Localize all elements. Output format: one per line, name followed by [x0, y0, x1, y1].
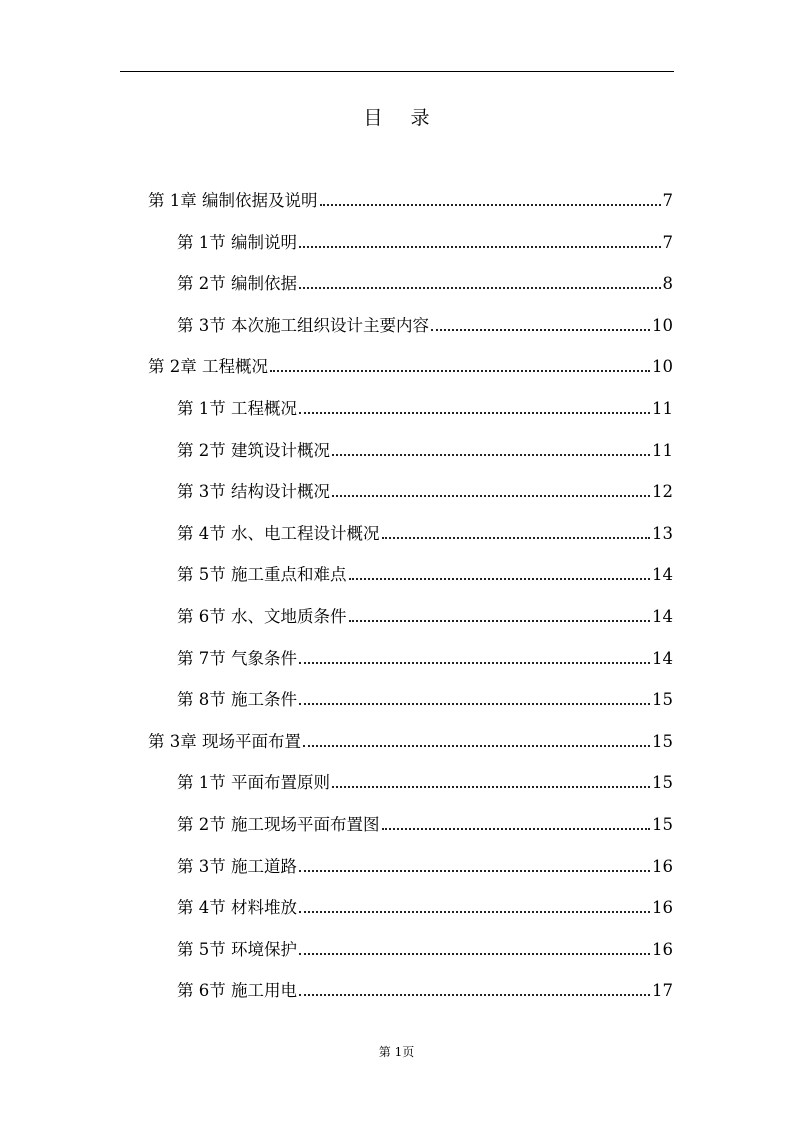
- toc-entry-label: 第 4节 材料堆放: [177, 898, 297, 918]
- toc-dot-leader: [349, 620, 651, 622]
- toc-chapter-entry[interactable]: [148, 354, 673, 378]
- toc-section-entry[interactable]: [177, 937, 673, 961]
- toc-entry-label: 第 2节 编制依据: [177, 274, 297, 294]
- toc-entry-page-number: 11: [652, 399, 673, 418]
- toc-entry-page-number: 8: [662, 274, 673, 294]
- toc-dot-leader: [382, 828, 651, 830]
- toc-dot-leader: [299, 287, 661, 289]
- toc-entry-label: 第 7节 气象条件: [177, 648, 297, 668]
- toc-entry-page-number: 14: [652, 648, 673, 668]
- toc-section-entry[interactable]: [177, 562, 673, 586]
- toc-dot-leader: [303, 745, 650, 747]
- toc-entry-page-number: 12: [652, 482, 673, 502]
- toc-dot-leader: [270, 370, 650, 372]
- toc-entry-page-number: 15: [652, 773, 673, 793]
- toc-entry-label: 第 1节 工程概况: [177, 399, 297, 418]
- toc-section-entry[interactable]: [177, 604, 673, 628]
- toc-entry-label: 第 5节 环境保护: [177, 939, 297, 959]
- toc-dot-leader: [332, 454, 650, 456]
- toc-entry-page-number: 13: [652, 523, 673, 543]
- toc-dot-leader: [299, 412, 650, 414]
- toc-chapter-entry[interactable]: [148, 729, 673, 753]
- toc-section-entry[interactable]: [177, 479, 673, 503]
- toc-entry-label: 第 3章 现场平面布置: [148, 731, 301, 751]
- toc-dot-leader: [299, 953, 650, 955]
- toc-dot-leader: [299, 703, 650, 705]
- toc-dot-leader: [332, 495, 650, 497]
- toc-entry-page-number: 11: [652, 440, 673, 460]
- toc-entry-page-number: 14: [652, 565, 673, 585]
- toc-section-entry[interactable]: [177, 812, 673, 836]
- header-rule: [120, 71, 674, 72]
- toc-entry-label: 第 6节 水、文地质条件: [177, 607, 347, 626]
- toc-section-entry[interactable]: [177, 770, 673, 794]
- toc-entry-label: 第 8节 施工条件: [177, 690, 297, 710]
- toc-dot-leader: [382, 537, 651, 539]
- toc-entry-page-number: 15: [652, 815, 673, 834]
- toc-entry-label: 第 3节 本次施工组织设计主要内容: [177, 315, 429, 335]
- toc-entry-page-number: 10: [652, 315, 673, 335]
- toc-dot-leader: [320, 204, 661, 206]
- toc-entry-label: 第 4节 水、电工程设计概况: [177, 523, 380, 543]
- toc-dot-leader: [299, 994, 650, 996]
- toc-entry-page-number: 16: [652, 939, 673, 959]
- toc-section-entry[interactable]: [177, 521, 673, 545]
- toc-section-entry[interactable]: [177, 854, 673, 878]
- toc-entry-label: 第 3节 施工道路: [177, 856, 297, 876]
- toc-dot-leader: [431, 329, 650, 331]
- toc-dot-leader: [299, 246, 661, 248]
- toc-section-entry[interactable]: [177, 313, 673, 337]
- toc-section-entry[interactable]: [177, 396, 673, 420]
- toc-entry-label: 第 1节 编制说明: [177, 232, 297, 252]
- toc-entry-page-number: 17: [652, 981, 673, 1001]
- toc-entry-page-number: 15: [652, 690, 673, 710]
- toc-entry-label: 第 1章 编制依据及说明: [148, 191, 318, 210]
- toc-entry-label: 第 1节 平面布置原则: [177, 773, 330, 793]
- page-footer: 第 1页: [378, 1045, 415, 1059]
- toc-section-entry[interactable]: [177, 271, 673, 295]
- toc-section-entry[interactable]: [177, 438, 673, 462]
- toc-entry-label: 第 6节 施工用电: [177, 981, 297, 1001]
- toc-dot-leader: [299, 662, 650, 664]
- toc-section-entry[interactable]: [177, 978, 673, 1002]
- toc-title-left: 目: [363, 107, 383, 129]
- toc-dot-leader: [299, 911, 650, 913]
- toc-entry-page-number: 10: [652, 357, 673, 377]
- toc-entry-page-number: 7: [662, 191, 673, 210]
- toc-entry-page-number: 15: [652, 731, 673, 751]
- toc-entry-page-number: 14: [652, 607, 673, 626]
- toc-chapter-entry[interactable]: [148, 188, 673, 212]
- toc-title: [0, 103, 793, 130]
- toc-entry-label: 第 3节 结构设计概况: [177, 482, 330, 502]
- toc-entry-label: 第 2节 建筑设计概况: [177, 440, 330, 460]
- toc-entry-page-number: 16: [652, 856, 673, 876]
- toc-section-entry[interactable]: [177, 895, 673, 919]
- toc-dot-leader: [299, 870, 650, 872]
- toc-title-right: 录: [410, 107, 430, 129]
- toc-entry-label: 第 2节 施工现场平面布置图: [177, 815, 380, 834]
- toc-section-entry[interactable]: [177, 687, 673, 711]
- toc-entry-page-number: 7: [662, 232, 673, 252]
- toc-dot-leader: [332, 786, 650, 788]
- toc-section-entry[interactable]: [177, 230, 673, 254]
- toc-section-entry[interactable]: [177, 646, 673, 670]
- toc-entry-label: 第 2章 工程概况: [148, 357, 268, 377]
- toc-entry-label: 第 5节 施工重点和难点: [177, 565, 347, 585]
- toc-dot-leader: [349, 578, 651, 580]
- toc-entry-page-number: 16: [652, 898, 673, 918]
